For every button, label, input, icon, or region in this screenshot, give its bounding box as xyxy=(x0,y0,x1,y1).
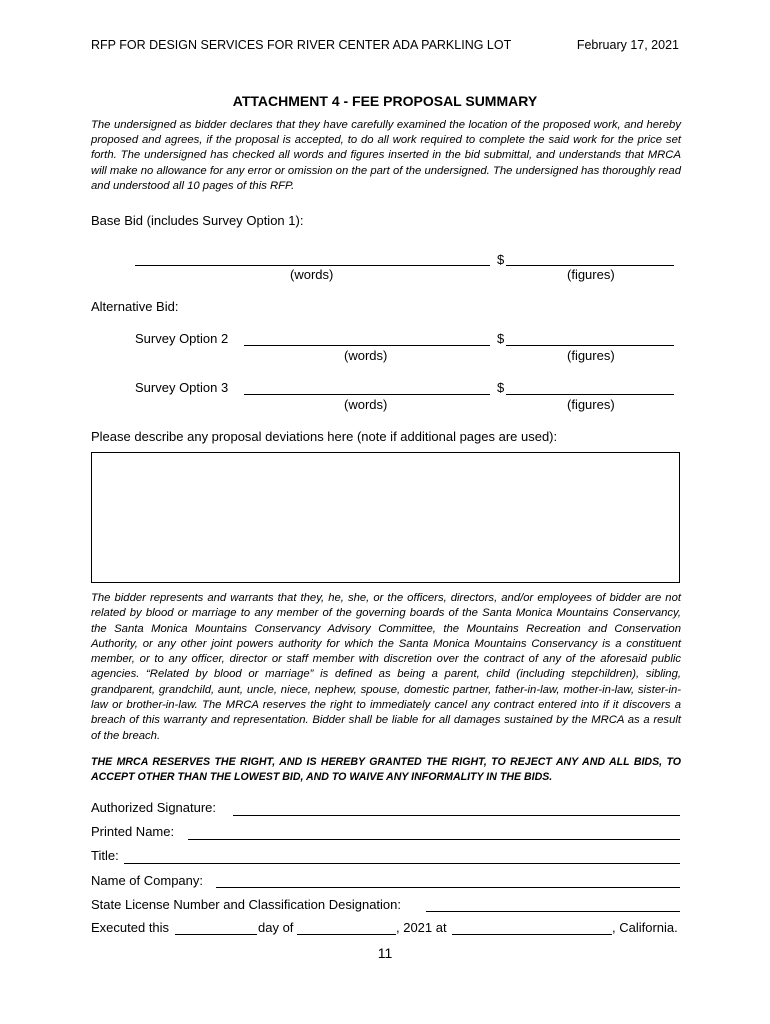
title-label: Title: xyxy=(91,848,119,863)
survey-option-3-figures-caption: (figures) xyxy=(567,397,615,412)
base-bid-dollar: $ xyxy=(497,252,505,267)
page-number: 11 xyxy=(377,945,393,961)
header-left: RFP FOR DESIGN SERVICES FOR RIVER CENTER ADA PARKLING LOT xyxy=(91,38,512,52)
deviations-textbox[interactable] xyxy=(91,452,680,583)
executed-day-line[interactable] xyxy=(175,934,257,935)
survey-option-3-dollar: $ xyxy=(497,380,505,395)
executed-this-label: Executed this xyxy=(91,920,170,935)
survey-option-2-dollar: $ xyxy=(497,331,505,346)
company-label: Name of Company: xyxy=(91,873,203,888)
survey-option-3-label: Survey Option 3 xyxy=(135,380,229,395)
license-label: State License Number and Classification Designation: xyxy=(91,897,402,912)
deviations-label: Please describe any proposal deviations here (note if additional pages are used): xyxy=(91,429,558,444)
survey-option-3-words-caption: (words) xyxy=(344,397,388,412)
printed-name-line[interactable] xyxy=(188,839,680,840)
page-title: ATTACHMENT 4 - FEE PROPOSAL SUMMARY xyxy=(232,93,538,109)
alternative-bid-label: Alternative Bid: xyxy=(91,299,179,314)
title-line[interactable] xyxy=(124,863,680,864)
warranty-paragraph: The bidder represents and warrants that they, he, she, or the officers, directors, and/or employees of bidder are not related by blood or marriage to any member of the governing boards of the Santa Monica Mountains Conservancy, the Santa Monica Mountains Conservancy Advisory Committee, the Mountains Recreation and Conservation Authority, or any other joint powers authority for which the Santa Monica Mountains Conservancy is a constituent member, or to any officer, director or staff member with discretion over the contract of any of the aforesaid public agencies. “Related by blood or marriage” is defined as being a parent, child (including stepchildren), sibling, grandparent, grandchild, aunt, uncle, niece, nephew, spouse, domestic partner, father-in-law, mother-in-law, sister-in-law or brother-in-law. The MRCA reserves the right to immediately cancel any contract entered into if it discovers a breach of this warranty and representation. Bidder shall be liable for all damages sustained by the MRCA as a result of the breach. xyxy=(91,592,681,742)
base-bid-words-caption: (words) xyxy=(290,267,334,282)
california-label: , California. xyxy=(612,920,678,935)
base-bid-figures-caption: (figures) xyxy=(567,267,615,282)
survey-option-3-words-line[interactable] xyxy=(244,394,490,395)
survey-option-3-figures-line[interactable] xyxy=(506,394,674,395)
executed-city-line[interactable] xyxy=(452,934,612,935)
survey-option-2-figures-line[interactable] xyxy=(506,345,674,346)
day-of-label: day of xyxy=(258,920,294,935)
signature-label: Authorized Signature: xyxy=(91,800,217,815)
year-at-label: , 2021 at xyxy=(396,920,447,935)
base-bid-words-line[interactable] xyxy=(135,265,490,266)
company-line[interactable] xyxy=(216,887,680,888)
survey-option-2-words-line[interactable] xyxy=(244,345,490,346)
survey-option-2-words-caption: (words) xyxy=(344,348,388,363)
header-date: February 17, 2021 xyxy=(576,38,679,52)
intro-paragraph: The undersigned as bidder declares that they have carefully examined the location of the proposed work, and hereby proposed and agrees, if the proposal is accepted, to do all work required to complete the said work for the price set forth. The undersigned has checked all words and figures inserted in the bid submittal, and understands that MRCA will make no allowance for any error or omission on the part of the undersigned. The undersigned has thoroughly read and understood all 10 pages of this RFP. xyxy=(91,119,681,192)
base-bid-figures-line[interactable] xyxy=(506,265,674,266)
printed-name-label: Printed Name: xyxy=(91,824,175,839)
reserve-clause: THE MRCA RESERVES THE RIGHT, AND IS HEREBY GRANTED THE RIGHT, TO REJECT ANY AND ALL BIDS, TO ACCEPT OTHER THAN THE LOWEST BID, AND TO WAIVE ANY INFORMALITY IN THE BIDS. xyxy=(91,756,681,783)
survey-option-2-figures-caption: (figures) xyxy=(567,348,615,363)
executed-month-line[interactable] xyxy=(297,934,396,935)
license-line[interactable] xyxy=(426,911,680,912)
signature-line[interactable] xyxy=(233,815,680,816)
base-bid-label: Base Bid (includes Survey Option 1): xyxy=(91,213,304,228)
survey-option-2-label: Survey Option 2 xyxy=(135,331,229,346)
